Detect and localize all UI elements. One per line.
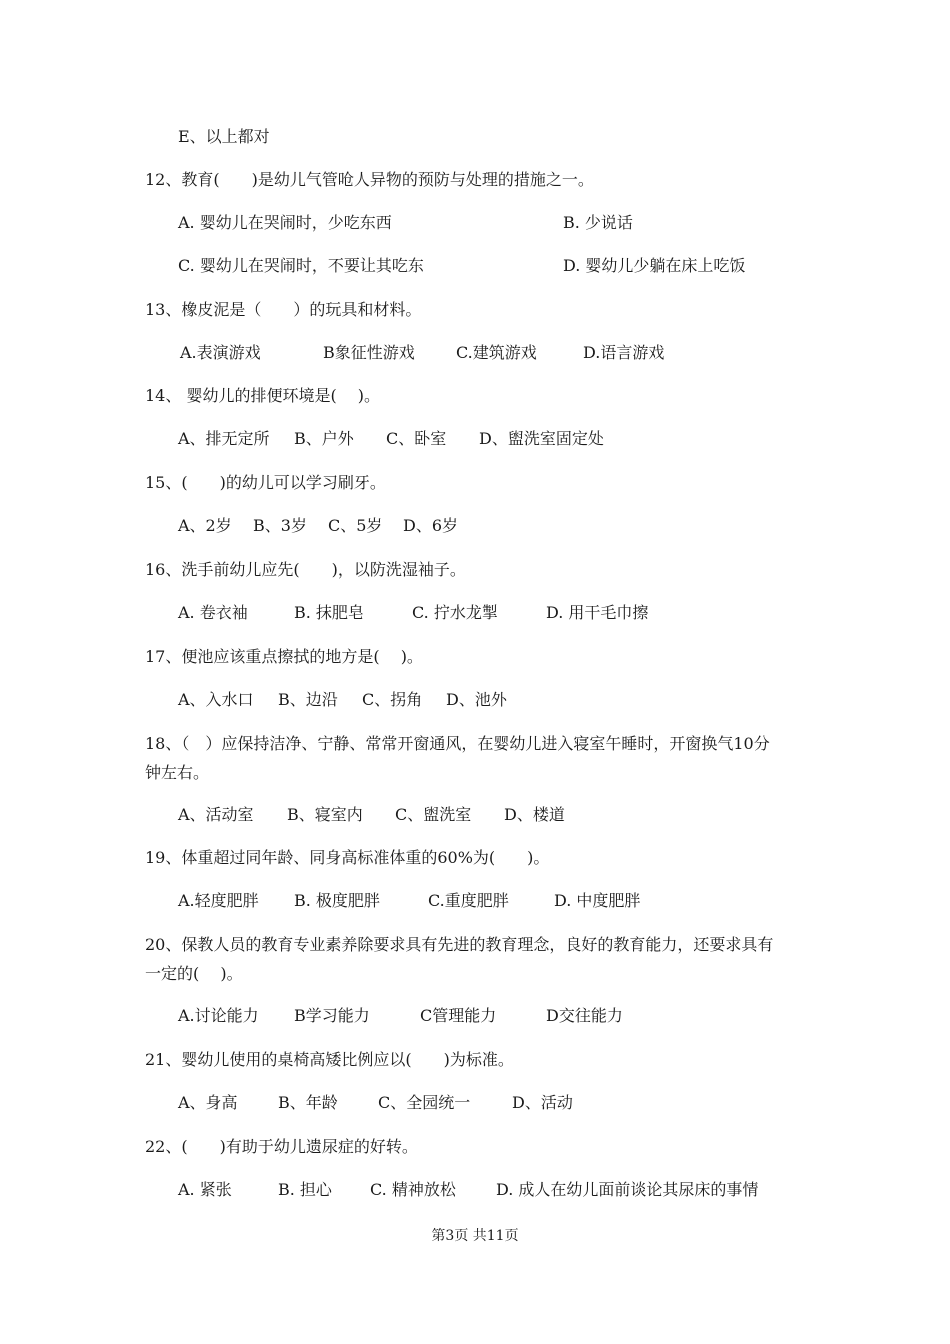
- option-a: A、排无定所: [178, 429, 270, 448]
- option-d: D. 成人在幼儿面前谈论其尿床的事情: [496, 1180, 759, 1199]
- question-18-options: [0, 800, 950, 830]
- option-b: B、边沿: [278, 690, 338, 709]
- option-a: A、身高: [178, 1093, 238, 1112]
- option-b: B学习能力: [294, 1006, 370, 1025]
- question-18: 18、（ ）应保持洁净、宁静、常常开窗通风，在婴幼儿进入寝室午睡时，开窗换气10分: [145, 734, 770, 753]
- option-d: D. 婴幼儿少躺在床上吃饭: [563, 256, 746, 275]
- question-18-continuation: 钟左右。: [145, 763, 210, 782]
- option-d: D、活动: [512, 1093, 573, 1112]
- option-b: B、年龄: [278, 1093, 338, 1112]
- question-22-options: [0, 1175, 950, 1205]
- question-20: 20、保教人员的教育专业素养除要求具有先进的教育理念，良好的教育能力，还要求具有: [145, 935, 774, 954]
- question-14: 14、 婴幼儿的排便环境是( )。: [145, 386, 381, 405]
- question-14-options: [0, 424, 950, 454]
- option-c: C、卧室: [386, 429, 447, 448]
- option-c: C、全园统一: [378, 1093, 471, 1112]
- option-c: C、5岁: [328, 516, 383, 535]
- page-number-footer: 第3页 共11页: [431, 1228, 519, 1244]
- option-c: C. 婴幼儿在哭闹时，不要让其吃东: [178, 256, 424, 275]
- option-c: C、拐角: [362, 690, 423, 709]
- option-b: B. 抹肥皂: [294, 603, 364, 622]
- question-16: 16、洗手前幼儿应先( )，以防洗湿袖子。: [145, 560, 466, 579]
- question-20-continuation: 一定的( )。: [145, 964, 243, 983]
- option-b: B. 担心: [278, 1180, 332, 1199]
- option-d: D交往能力: [546, 1006, 623, 1025]
- question-21-options: [0, 1088, 950, 1118]
- question-20-options: [0, 1001, 950, 1031]
- option-b: B. 少说话: [563, 213, 633, 232]
- question-22: 22、( )有助于幼儿遗尿症的好转。: [145, 1137, 418, 1156]
- option-a: A、入水口: [178, 690, 254, 709]
- option-a: A. 卷衣袖: [178, 603, 248, 622]
- option-b: B、寝室内: [287, 805, 363, 824]
- option-a: A.讨论能力: [178, 1006, 259, 1025]
- question-19: 19、体重超过同年龄、同身高标准体重的60%为( )。: [145, 848, 550, 867]
- question-15: 15、( )的幼儿可以学习刷牙。: [145, 473, 386, 492]
- question-15-options: [0, 511, 950, 541]
- option-d: D、盥洗室固定处: [479, 429, 604, 448]
- question-13: 13、橡皮泥是（ ）的玩具和材料。: [145, 300, 422, 319]
- option-b: B、户外: [294, 429, 354, 448]
- option-a: A. 婴幼儿在哭闹时，少吃东西: [178, 213, 392, 232]
- option-b: B象征性游戏: [323, 343, 415, 362]
- option-d: D、6岁: [403, 516, 459, 535]
- question-19-options: [0, 886, 950, 916]
- option-c: C、盥洗室: [395, 805, 472, 824]
- option-a: A. 紧张: [178, 1180, 232, 1199]
- question-12-options-row-2: [0, 251, 950, 281]
- question-17: 17、便池应该重点擦拭的地方是( )。: [145, 647, 423, 666]
- question-12: 12、教育( )是幼儿气管呛人异物的预防与处理的措施之一。: [145, 170, 594, 189]
- option-c: C.建筑游戏: [456, 343, 537, 362]
- option-d: D. 中度肥胖: [554, 891, 641, 910]
- option-c: C. 精神放松: [370, 1180, 456, 1199]
- option-d: D、楼道: [504, 805, 565, 824]
- option-b: B. 极度肥胖: [294, 891, 380, 910]
- option-d: D.语言游戏: [583, 343, 665, 362]
- option-a: A.轻度肥胖: [178, 891, 259, 910]
- option-a: A、2岁: [178, 516, 232, 535]
- question-17-options: [0, 685, 950, 715]
- question-13-options: [0, 338, 950, 368]
- option-d: D、池外: [446, 690, 507, 709]
- option-a: A.表演游戏: [180, 343, 261, 362]
- option-d: D. 用干毛巾擦: [546, 603, 649, 622]
- option-c: C管理能力: [420, 1006, 497, 1025]
- option-a: A、活动室: [178, 805, 254, 824]
- question-12-options-row-1: [0, 208, 950, 238]
- question-16-options: [0, 598, 950, 628]
- option-c: C. 拧水龙掣: [412, 603, 498, 622]
- question-21: 21、婴幼儿使用的桌椅高矮比例应以( )为标准。: [145, 1050, 514, 1069]
- option-e-previous: E、以上都对: [178, 127, 270, 146]
- option-b: B、3岁: [253, 516, 307, 535]
- option-c: C.重度肥胖: [428, 891, 509, 910]
